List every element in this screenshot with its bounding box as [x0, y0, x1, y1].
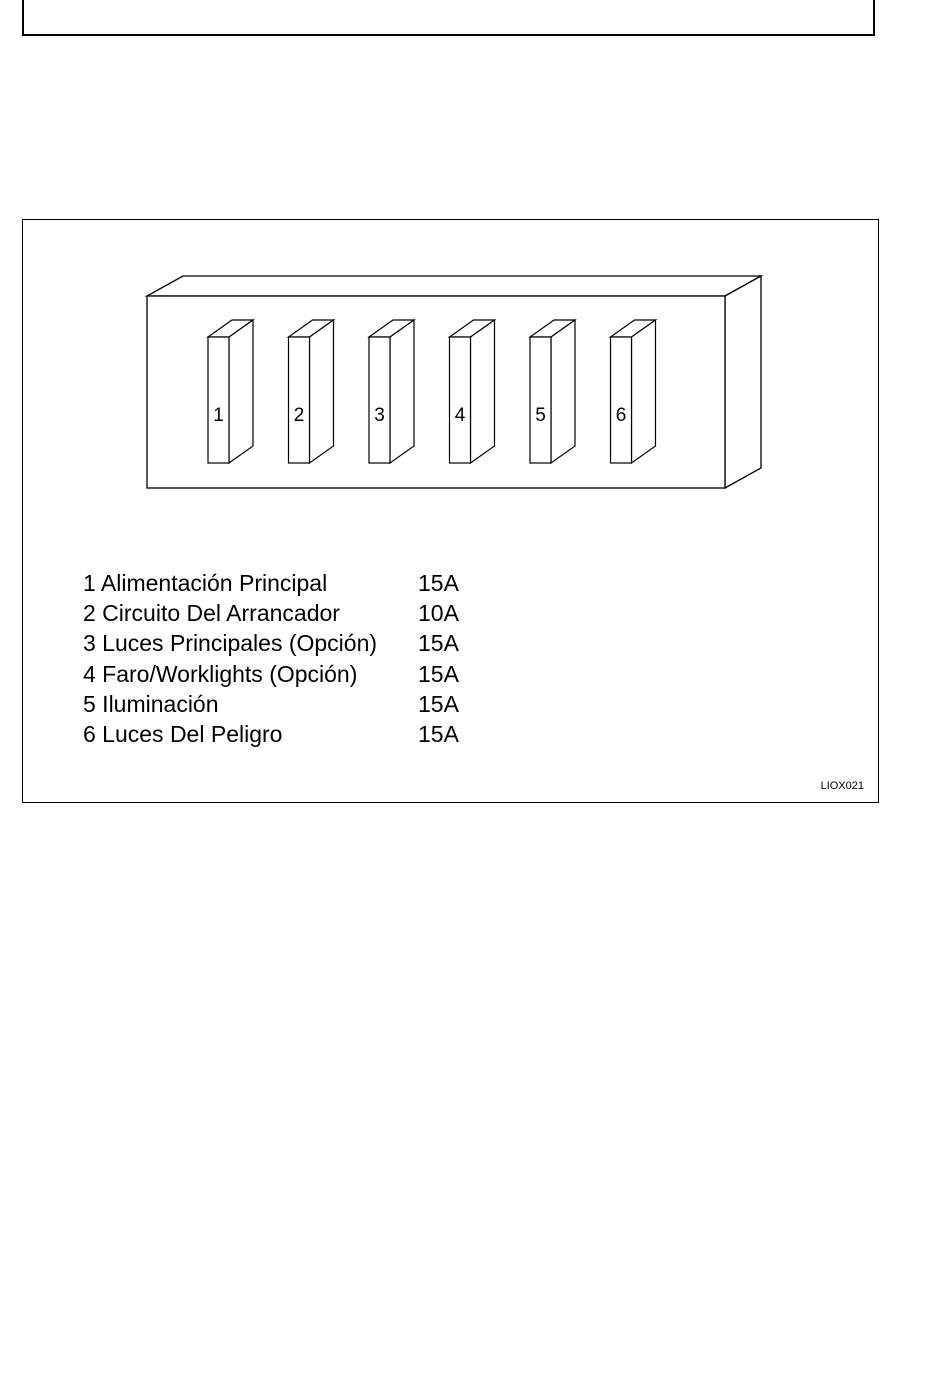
fuse-number-label: 3 [374, 405, 385, 426]
legend-label: 5 Iluminación [83, 690, 219, 717]
legend-label: 6 Luces Del Peligro [83, 720, 283, 747]
fuse-number-label: 6 [615, 405, 627, 426]
fuse-4 [450, 320, 495, 463]
legend-rating: 15A [418, 660, 459, 687]
top-frame [22, 0, 875, 36]
legend-label: 1 Alimentación Principal [83, 570, 328, 596]
legend-label: 2 Circuito Del Arrancador [83, 600, 340, 627]
fuse-6 [611, 320, 656, 463]
legend-rating: 10A [418, 600, 459, 627]
fuse-number-label: 1 [213, 405, 224, 426]
fuse-number-label: 4 [454, 405, 466, 426]
legend-label: 4 Faro/Worklights (Opción) [83, 660, 358, 687]
figure-code: LIOX021 [820, 780, 864, 792]
fuse-number-label: 5 [535, 405, 546, 426]
fuse-1 [208, 320, 253, 463]
figure-frame [22, 219, 879, 803]
legend-rating: 15A [418, 570, 459, 596]
fuse-number-label: 2 [293, 405, 305, 426]
legend-rating: 15A [418, 690, 459, 717]
legend-label: 3 Luces Principales (Opción) [83, 630, 378, 657]
fuse-2 [289, 320, 334, 463]
legend-rating: 15A [418, 720, 459, 747]
fuse-3 [369, 320, 414, 463]
fuse-5 [530, 320, 575, 463]
legend-rating: 15A [418, 630, 459, 657]
